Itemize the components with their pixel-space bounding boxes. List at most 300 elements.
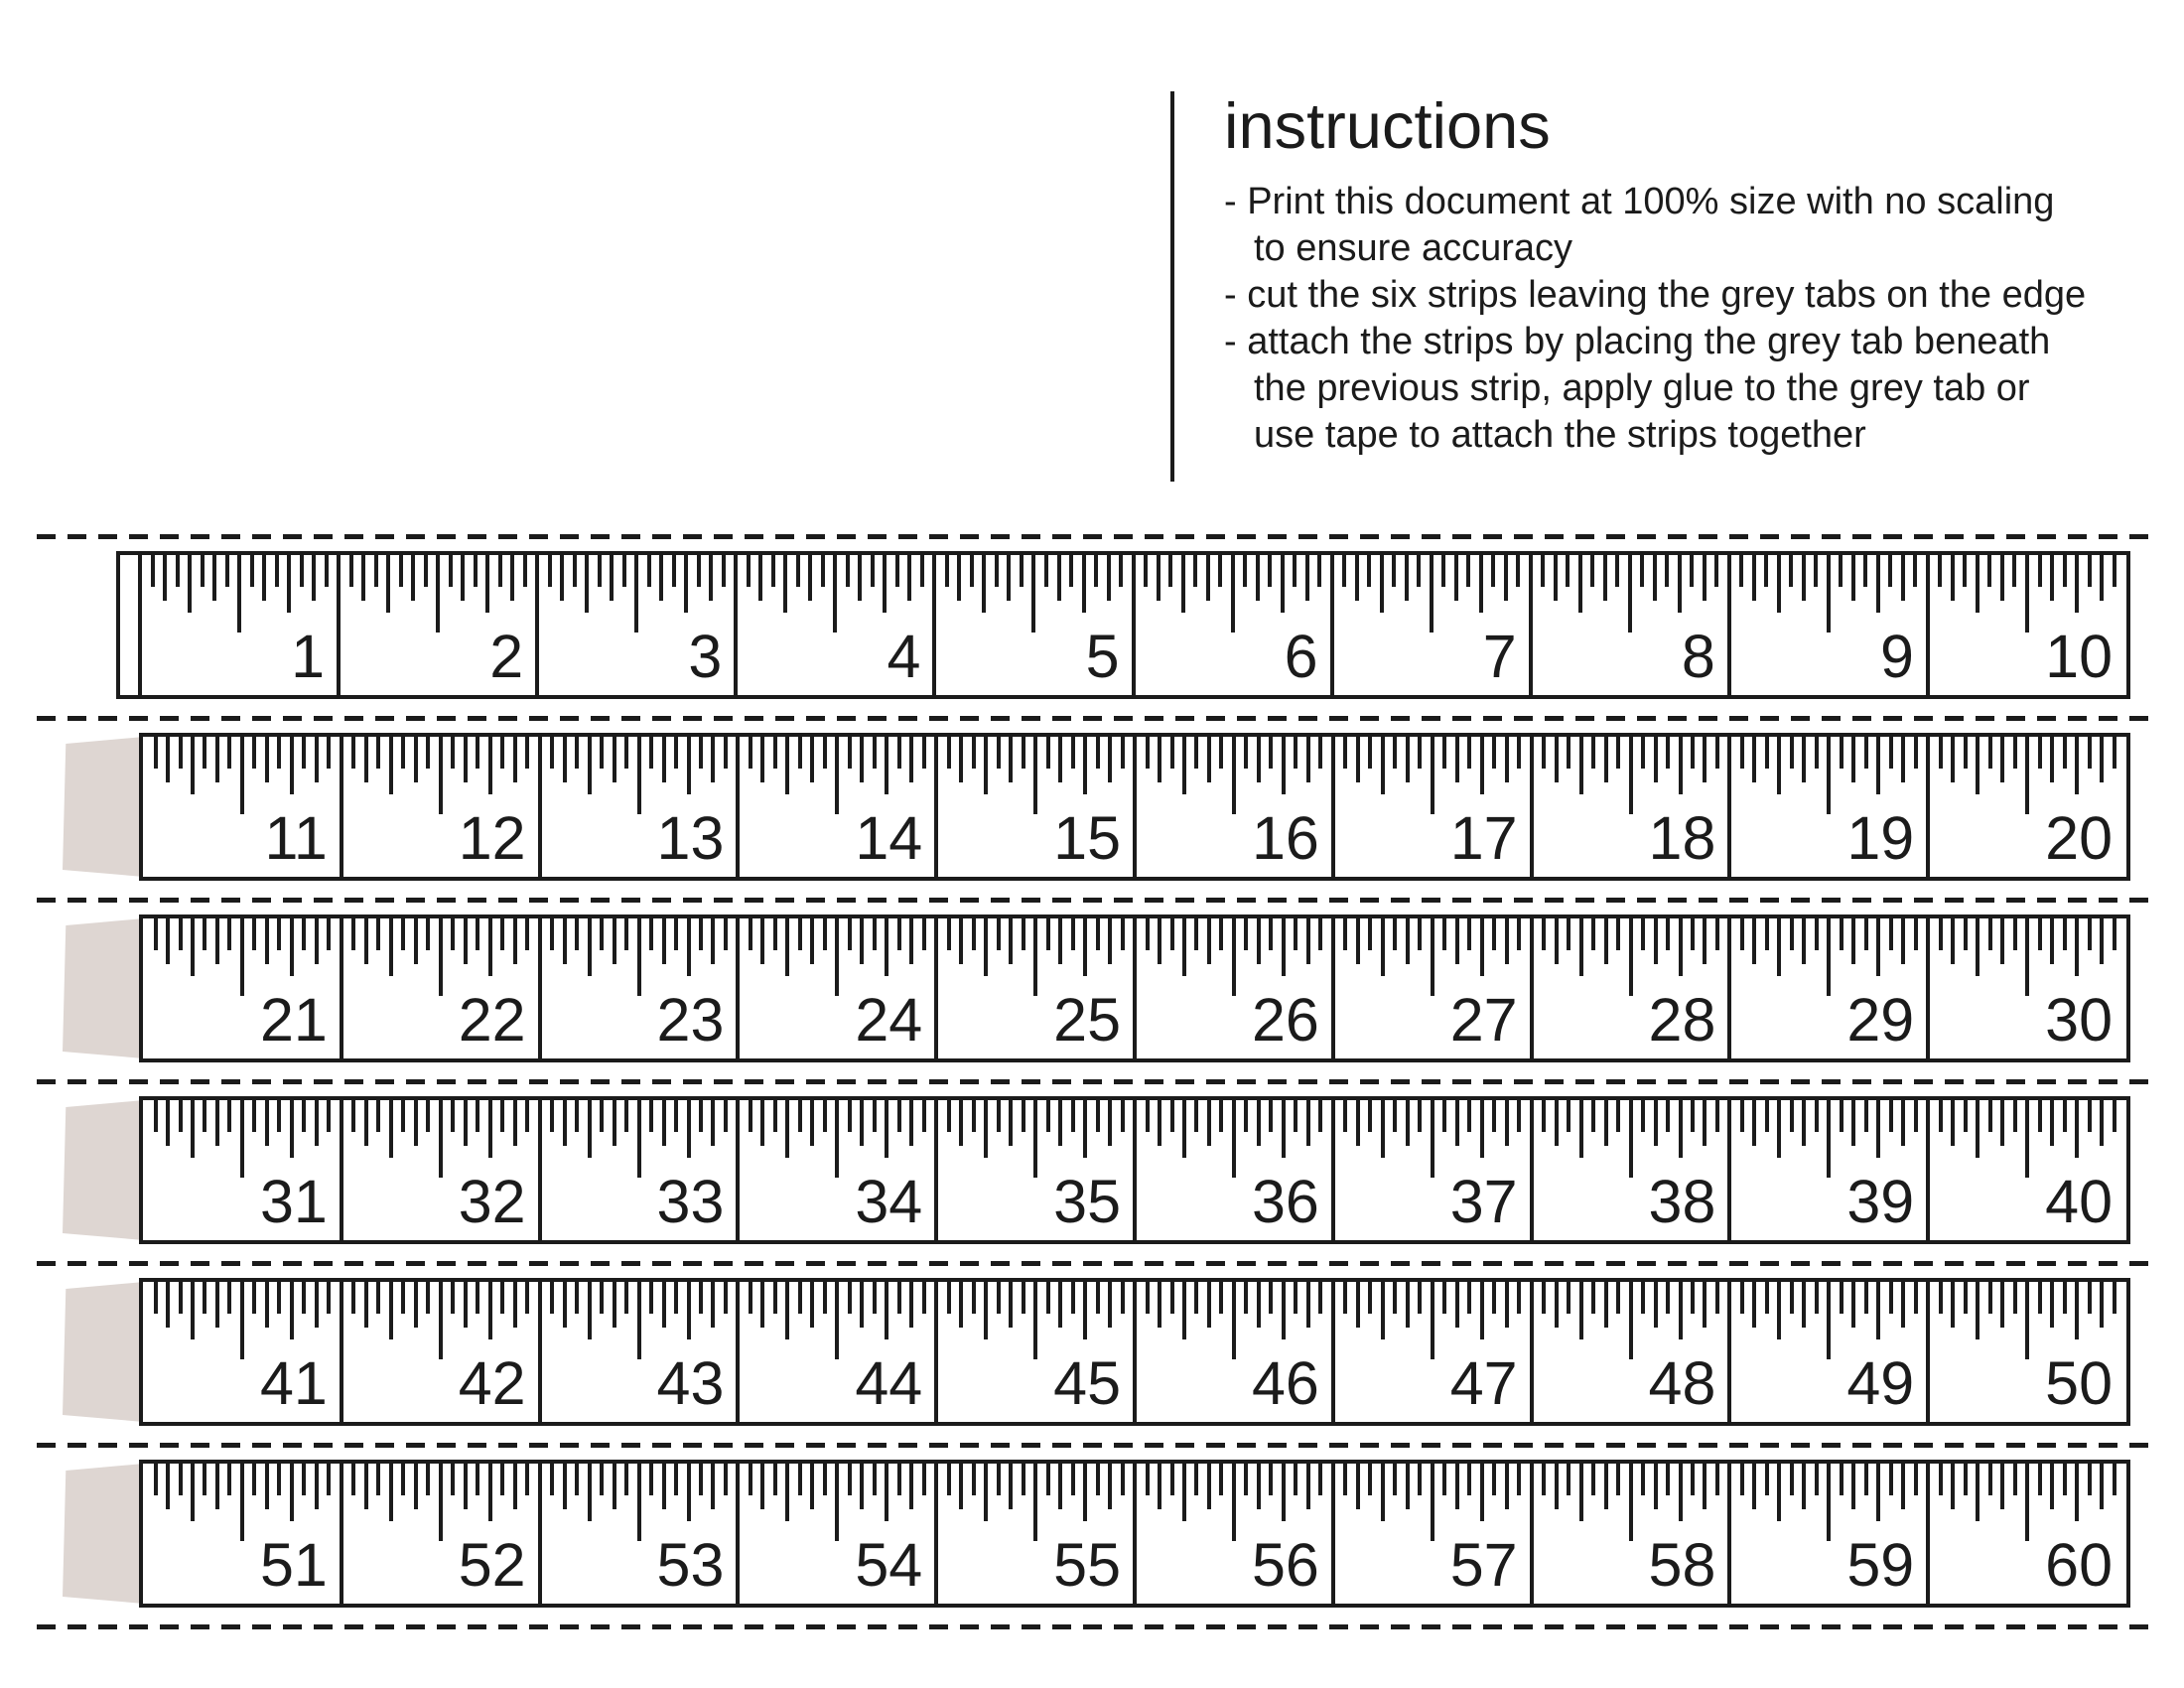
tick-mark bbox=[1789, 555, 1793, 587]
tick-mark bbox=[1777, 1100, 1781, 1158]
tick-mark bbox=[600, 1282, 604, 1314]
tick-mark bbox=[1009, 1282, 1013, 1328]
tick-mark bbox=[760, 1464, 764, 1509]
tick-mark bbox=[2113, 1282, 2116, 1314]
tick-mark bbox=[1579, 1100, 1583, 1158]
tick-mark bbox=[1219, 1282, 1223, 1314]
tick-mark bbox=[154, 918, 158, 950]
tick-mark bbox=[1108, 918, 1112, 964]
tick-mark bbox=[1219, 1100, 1223, 1132]
tick-mark bbox=[1628, 555, 1632, 633]
tick-mark bbox=[1193, 555, 1197, 587]
tick-mark bbox=[1442, 1464, 1446, 1495]
tick-mark bbox=[662, 1100, 666, 1146]
tick-mark bbox=[1492, 1464, 1496, 1495]
unit-line bbox=[736, 1464, 740, 1604]
instruction-line-5: the previous strip, apply glue to the grey tab or bbox=[1254, 367, 2030, 409]
tick-mark bbox=[1107, 555, 1111, 601]
tick-mark bbox=[1988, 1464, 1992, 1495]
tick-mark bbox=[997, 1100, 1001, 1132]
tick-mark bbox=[1703, 918, 1706, 964]
unit-number: 57 bbox=[1449, 1531, 1518, 1599]
tick-mark bbox=[2088, 918, 2092, 950]
zero-line bbox=[138, 555, 142, 695]
tick-mark bbox=[860, 1282, 864, 1328]
tick-mark bbox=[439, 737, 443, 814]
tick-mark bbox=[1194, 737, 1198, 769]
tick-mark bbox=[1815, 1100, 1819, 1132]
unit-line bbox=[538, 1100, 542, 1240]
tick-mark bbox=[227, 1464, 231, 1495]
tick-mark bbox=[401, 1100, 405, 1132]
tick-mark bbox=[909, 1100, 913, 1146]
tick-mark bbox=[749, 918, 752, 950]
tick-mark bbox=[1368, 1464, 1372, 1495]
tick-mark bbox=[1356, 737, 1360, 782]
tick-mark bbox=[1381, 1464, 1385, 1521]
tick-mark bbox=[1889, 737, 1893, 769]
tick-mark bbox=[1714, 555, 1718, 587]
tick-mark bbox=[1194, 918, 1198, 950]
tick-mark bbox=[1666, 737, 1670, 769]
tick-mark bbox=[1170, 1282, 1174, 1314]
unit-line bbox=[1727, 737, 1731, 877]
unit-number: 10 bbox=[2045, 623, 2113, 690]
tick-mark bbox=[1679, 918, 1683, 976]
tick-mark bbox=[1976, 918, 1979, 976]
tick-mark bbox=[1815, 737, 1819, 769]
tick-mark bbox=[525, 737, 529, 769]
tick-mark bbox=[796, 555, 800, 587]
tick-mark bbox=[1777, 1282, 1781, 1339]
tick-mark bbox=[897, 1282, 901, 1314]
tick-mark bbox=[203, 737, 206, 769]
tick-mark bbox=[1752, 1464, 1756, 1509]
tick-mark bbox=[1318, 918, 1322, 950]
tick-mark bbox=[760, 1282, 764, 1328]
tick-mark bbox=[2100, 1464, 2104, 1509]
tick-mark bbox=[215, 737, 219, 782]
tick-mark bbox=[982, 555, 986, 613]
unit-number: 31 bbox=[259, 1168, 328, 1235]
tick-mark bbox=[2063, 918, 2067, 950]
tick-mark bbox=[1715, 737, 1719, 769]
tick-mark bbox=[1964, 1282, 1968, 1314]
unit-line bbox=[1926, 1464, 1930, 1604]
tick-mark bbox=[1765, 1464, 1769, 1495]
tick-mark bbox=[401, 737, 405, 769]
tick-mark bbox=[1864, 918, 1868, 950]
tick-mark bbox=[563, 737, 567, 782]
tick-mark bbox=[1121, 737, 1125, 769]
tick-mark bbox=[1022, 1282, 1025, 1314]
tick-mark bbox=[290, 918, 294, 976]
tick-mark bbox=[613, 1282, 616, 1328]
tick-mark bbox=[1739, 555, 1743, 587]
tick-mark bbox=[1009, 737, 1013, 782]
tick-mark bbox=[972, 1464, 976, 1495]
tick-mark bbox=[1541, 555, 1545, 587]
tick-mark bbox=[351, 737, 355, 769]
unit-number: 53 bbox=[656, 1531, 725, 1599]
tick-mark bbox=[1182, 737, 1186, 794]
tick-mark bbox=[1914, 1100, 1918, 1132]
tick-mark bbox=[897, 1464, 901, 1495]
tick-mark bbox=[154, 737, 158, 769]
tick-mark bbox=[1046, 1100, 1050, 1132]
tick-mark bbox=[1604, 737, 1608, 782]
tick-mark bbox=[1951, 555, 1955, 601]
tick-mark bbox=[1257, 1282, 1261, 1328]
tick-mark bbox=[1232, 918, 1236, 996]
tick-mark bbox=[1343, 918, 1347, 950]
tick-mark bbox=[722, 555, 726, 587]
tick-mark bbox=[1555, 918, 1559, 964]
tick-mark bbox=[598, 555, 602, 587]
tick-mark bbox=[1318, 1282, 1322, 1314]
tick-mark bbox=[823, 918, 827, 950]
tick-mark bbox=[2088, 1100, 2092, 1132]
tick-mark bbox=[1318, 1100, 1322, 1132]
tick-mark bbox=[922, 1100, 926, 1132]
tick-mark bbox=[1170, 737, 1174, 769]
tick-mark bbox=[1777, 555, 1781, 613]
tick-mark bbox=[1505, 1100, 1509, 1146]
tick-mark bbox=[1194, 1282, 1198, 1314]
tick-mark bbox=[1343, 1464, 1347, 1495]
tick-mark bbox=[724, 1100, 728, 1132]
tick-mark bbox=[191, 1100, 195, 1158]
tick-mark bbox=[2113, 555, 2116, 587]
tick-mark bbox=[1765, 1100, 1769, 1132]
tick-mark bbox=[711, 1464, 715, 1509]
unit-number: 22 bbox=[458, 986, 526, 1054]
tick-mark bbox=[1491, 555, 1495, 587]
tick-mark bbox=[785, 918, 789, 976]
tick-mark bbox=[1851, 737, 1855, 782]
tick-mark bbox=[1356, 918, 1360, 964]
tick-mark bbox=[1368, 918, 1372, 950]
tick-mark bbox=[1108, 737, 1112, 782]
tick-mark bbox=[2000, 737, 2004, 782]
tick-mark bbox=[1876, 1464, 1880, 1521]
tick-mark bbox=[1467, 737, 1471, 769]
tick-mark bbox=[1827, 1282, 1831, 1359]
tick-mark bbox=[166, 918, 170, 964]
tick-mark bbox=[1555, 1464, 1559, 1509]
tick-mark bbox=[1987, 555, 1991, 587]
tick-mark bbox=[1393, 918, 1397, 950]
tick-mark bbox=[426, 918, 430, 950]
tick-mark bbox=[1976, 737, 1979, 794]
tick-mark bbox=[2075, 918, 2079, 976]
tick-mark bbox=[315, 1282, 319, 1328]
unit-line bbox=[1331, 918, 1335, 1058]
tick-mark bbox=[810, 1464, 814, 1509]
tick-mark bbox=[848, 1100, 852, 1132]
tick-mark bbox=[201, 555, 205, 587]
tick-mark bbox=[1096, 737, 1100, 769]
tick-mark bbox=[1108, 1464, 1112, 1509]
tick-mark bbox=[1616, 737, 1620, 769]
tick-mark bbox=[2113, 737, 2116, 769]
tick-mark bbox=[687, 1100, 691, 1158]
tick-mark bbox=[1430, 555, 1433, 633]
tick-mark bbox=[984, 918, 988, 976]
unit-line bbox=[538, 737, 542, 877]
tick-mark bbox=[1740, 1100, 1744, 1132]
tick-mark bbox=[1654, 1464, 1658, 1509]
tick-mark bbox=[1455, 737, 1459, 782]
tick-mark bbox=[699, 1100, 703, 1132]
tick-mark bbox=[2013, 737, 2017, 769]
tick-mark bbox=[1094, 555, 1098, 587]
tick-mark bbox=[662, 1282, 666, 1328]
tick-mark bbox=[1083, 1282, 1087, 1339]
unit-line bbox=[1727, 1282, 1731, 1422]
unit-number: 56 bbox=[1251, 1531, 1319, 1599]
tick-mark bbox=[947, 737, 951, 769]
tick-mark bbox=[2075, 737, 2079, 794]
tick-mark bbox=[1641, 737, 1645, 769]
tick-mark bbox=[179, 1282, 183, 1314]
tick-mark bbox=[1914, 1464, 1918, 1495]
tick-mark bbox=[810, 1100, 814, 1146]
tick-mark bbox=[1715, 918, 1719, 950]
tick-mark bbox=[984, 1100, 988, 1158]
tick-mark bbox=[500, 1282, 504, 1314]
tick-mark bbox=[1802, 1282, 1806, 1328]
tick-mark bbox=[426, 737, 430, 769]
tick-mark bbox=[1777, 737, 1781, 794]
unit-number: 39 bbox=[1846, 1168, 1915, 1235]
tick-mark bbox=[1765, 1282, 1769, 1314]
tick-mark bbox=[1802, 918, 1806, 964]
tick-mark bbox=[835, 918, 839, 996]
tick-mark bbox=[1058, 1100, 1062, 1146]
tick-mark bbox=[2000, 1100, 2004, 1146]
tick-mark bbox=[290, 1282, 294, 1339]
tick-mark bbox=[773, 1464, 777, 1495]
unit-line bbox=[1530, 1282, 1534, 1422]
tick-mark bbox=[302, 737, 306, 769]
tick-mark bbox=[1257, 1100, 1261, 1146]
tick-mark bbox=[749, 1100, 752, 1132]
tick-mark bbox=[513, 1282, 517, 1328]
tick-mark bbox=[451, 1100, 455, 1132]
tick-mark bbox=[2063, 555, 2067, 587]
tick-mark bbox=[1009, 1464, 1013, 1509]
tick-mark bbox=[1393, 1100, 1397, 1132]
tick-mark bbox=[240, 918, 244, 996]
tick-mark bbox=[1442, 1282, 1446, 1314]
unit-line bbox=[1133, 1100, 1137, 1240]
tick-mark bbox=[1715, 1464, 1719, 1495]
tick-mark bbox=[1144, 555, 1148, 587]
unit-number: 5 bbox=[1085, 623, 1120, 690]
tick-mark bbox=[250, 555, 254, 587]
tick-mark bbox=[1691, 737, 1695, 769]
ruler-strip-body bbox=[116, 551, 2130, 699]
tick-mark bbox=[1827, 1464, 1831, 1541]
tick-mark bbox=[1442, 918, 1446, 950]
tick-mark bbox=[1517, 1100, 1521, 1132]
tick-mark bbox=[1281, 555, 1285, 613]
tick-mark bbox=[1033, 1282, 1037, 1359]
tick-mark bbox=[1157, 555, 1160, 601]
tick-mark bbox=[2025, 1100, 2029, 1178]
tick-mark bbox=[424, 555, 428, 587]
tick-mark bbox=[1888, 555, 1892, 587]
tick-mark bbox=[203, 1100, 206, 1132]
tick-mark bbox=[600, 1464, 604, 1495]
unit-number: 45 bbox=[1053, 1349, 1121, 1417]
tick-mark bbox=[1244, 1282, 1248, 1314]
tick-mark bbox=[1158, 737, 1161, 782]
tick-mark bbox=[1964, 737, 1968, 769]
tick-mark bbox=[1752, 918, 1756, 964]
tick-mark bbox=[687, 1282, 691, 1339]
tick-mark bbox=[1951, 1100, 1955, 1146]
tick-mark bbox=[885, 1282, 888, 1339]
tick-mark bbox=[327, 1100, 331, 1132]
tick-mark bbox=[1418, 918, 1422, 950]
tick-mark bbox=[1851, 918, 1855, 964]
tick-mark bbox=[1146, 1100, 1150, 1132]
tick-mark bbox=[1058, 737, 1062, 782]
unit-number: 32 bbox=[458, 1168, 526, 1235]
ruler-strip-body bbox=[139, 1096, 2130, 1244]
tick-mark bbox=[2050, 918, 2054, 964]
tick-mark bbox=[191, 918, 195, 976]
tick-mark bbox=[1368, 1282, 1372, 1314]
unit-line bbox=[538, 918, 542, 1058]
tick-mark bbox=[1542, 737, 1546, 769]
tick-mark bbox=[1851, 1100, 1855, 1146]
unit-line bbox=[934, 1100, 938, 1240]
tick-mark bbox=[1306, 1282, 1310, 1328]
unit-number: 50 bbox=[2045, 1349, 2113, 1417]
tick-mark bbox=[252, 918, 256, 950]
tick-mark bbox=[1505, 1282, 1509, 1328]
tick-mark bbox=[624, 1464, 628, 1495]
tick-mark bbox=[1467, 1464, 1471, 1495]
tick-mark bbox=[649, 1100, 653, 1132]
tick-mark bbox=[637, 1100, 641, 1178]
tick-mark bbox=[1840, 737, 1843, 769]
tick-mark bbox=[885, 918, 888, 976]
tick-mark bbox=[897, 737, 901, 769]
unit-number: 15 bbox=[1053, 804, 1121, 872]
tick-mark bbox=[711, 1100, 715, 1146]
tick-mark bbox=[1071, 1100, 1075, 1132]
tick-mark bbox=[325, 555, 329, 587]
tick-mark bbox=[1517, 737, 1521, 769]
instruction-line-3: - cut the six strips leaving the grey tabs on the edge bbox=[1224, 274, 2087, 316]
tick-mark bbox=[909, 1282, 913, 1328]
tick-mark bbox=[575, 918, 579, 950]
tick-mark bbox=[1827, 1100, 1831, 1178]
tick-mark bbox=[1158, 918, 1161, 964]
tick-mark bbox=[600, 737, 604, 769]
tick-mark bbox=[687, 918, 691, 976]
tick-mark bbox=[1306, 1100, 1310, 1146]
unit-line bbox=[340, 918, 343, 1058]
tick-mark bbox=[624, 918, 628, 950]
tick-mark bbox=[476, 1100, 479, 1132]
tick-mark bbox=[637, 1282, 641, 1359]
tick-mark bbox=[252, 1464, 256, 1495]
tick-mark bbox=[191, 1464, 195, 1521]
tick-mark bbox=[588, 737, 592, 794]
tick-mark bbox=[1654, 1100, 1658, 1146]
tick-mark bbox=[970, 555, 974, 587]
tick-mark bbox=[1715, 1282, 1719, 1314]
tick-mark bbox=[1653, 555, 1657, 601]
tick-mark bbox=[327, 1464, 331, 1495]
tick-mark bbox=[1480, 1282, 1484, 1339]
tick-mark bbox=[1764, 555, 1768, 587]
tick-mark bbox=[513, 918, 517, 964]
tick-mark bbox=[1306, 918, 1310, 964]
tick-mark bbox=[227, 1282, 231, 1314]
tick-mark bbox=[1046, 737, 1050, 769]
tick-mark bbox=[1207, 1282, 1211, 1328]
tick-mark bbox=[389, 1464, 393, 1521]
tick-mark bbox=[1542, 918, 1546, 950]
tick-mark bbox=[1121, 1464, 1125, 1495]
tick-mark bbox=[1579, 1464, 1583, 1521]
tick-mark bbox=[351, 918, 355, 950]
tick-mark bbox=[1939, 1464, 1943, 1495]
ruler-strip-6 bbox=[0, 1460, 2184, 1608]
tick-mark bbox=[1864, 737, 1868, 769]
tick-mark bbox=[163, 555, 167, 601]
tick-mark bbox=[1454, 555, 1458, 601]
tick-mark bbox=[1405, 555, 1409, 601]
tick-mark bbox=[327, 1282, 331, 1314]
instruction-line-1: - Print this document at 100% size with no scaling bbox=[1224, 181, 2055, 222]
tick-mark bbox=[575, 1282, 579, 1314]
tick-mark bbox=[240, 1282, 244, 1359]
unit-number: 36 bbox=[1251, 1168, 1319, 1235]
tick-mark bbox=[563, 1100, 567, 1146]
tick-mark bbox=[922, 737, 926, 769]
tick-mark bbox=[265, 1464, 269, 1509]
tick-mark bbox=[1492, 1100, 1496, 1132]
tick-mark bbox=[191, 737, 195, 794]
tick-mark bbox=[2063, 737, 2067, 769]
unit-line bbox=[736, 1100, 740, 1240]
tick-mark bbox=[613, 918, 616, 964]
cut-line bbox=[37, 898, 2152, 903]
tick-mark bbox=[2000, 555, 2004, 601]
tick-mark bbox=[1939, 1282, 1943, 1314]
tick-mark bbox=[464, 1464, 468, 1509]
tick-mark bbox=[262, 555, 266, 601]
tick-mark bbox=[573, 555, 577, 587]
tick-mark bbox=[351, 1282, 355, 1314]
tick-mark bbox=[364, 1464, 368, 1509]
tick-mark bbox=[252, 1100, 256, 1132]
unit-number: 11 bbox=[264, 804, 328, 872]
tick-mark bbox=[1194, 1100, 1198, 1132]
tick-mark bbox=[1542, 1100, 1546, 1132]
tick-mark bbox=[1802, 1100, 1806, 1146]
tick-mark bbox=[500, 1464, 504, 1495]
tick-mark bbox=[290, 1464, 294, 1521]
tick-mark bbox=[1876, 1282, 1880, 1339]
